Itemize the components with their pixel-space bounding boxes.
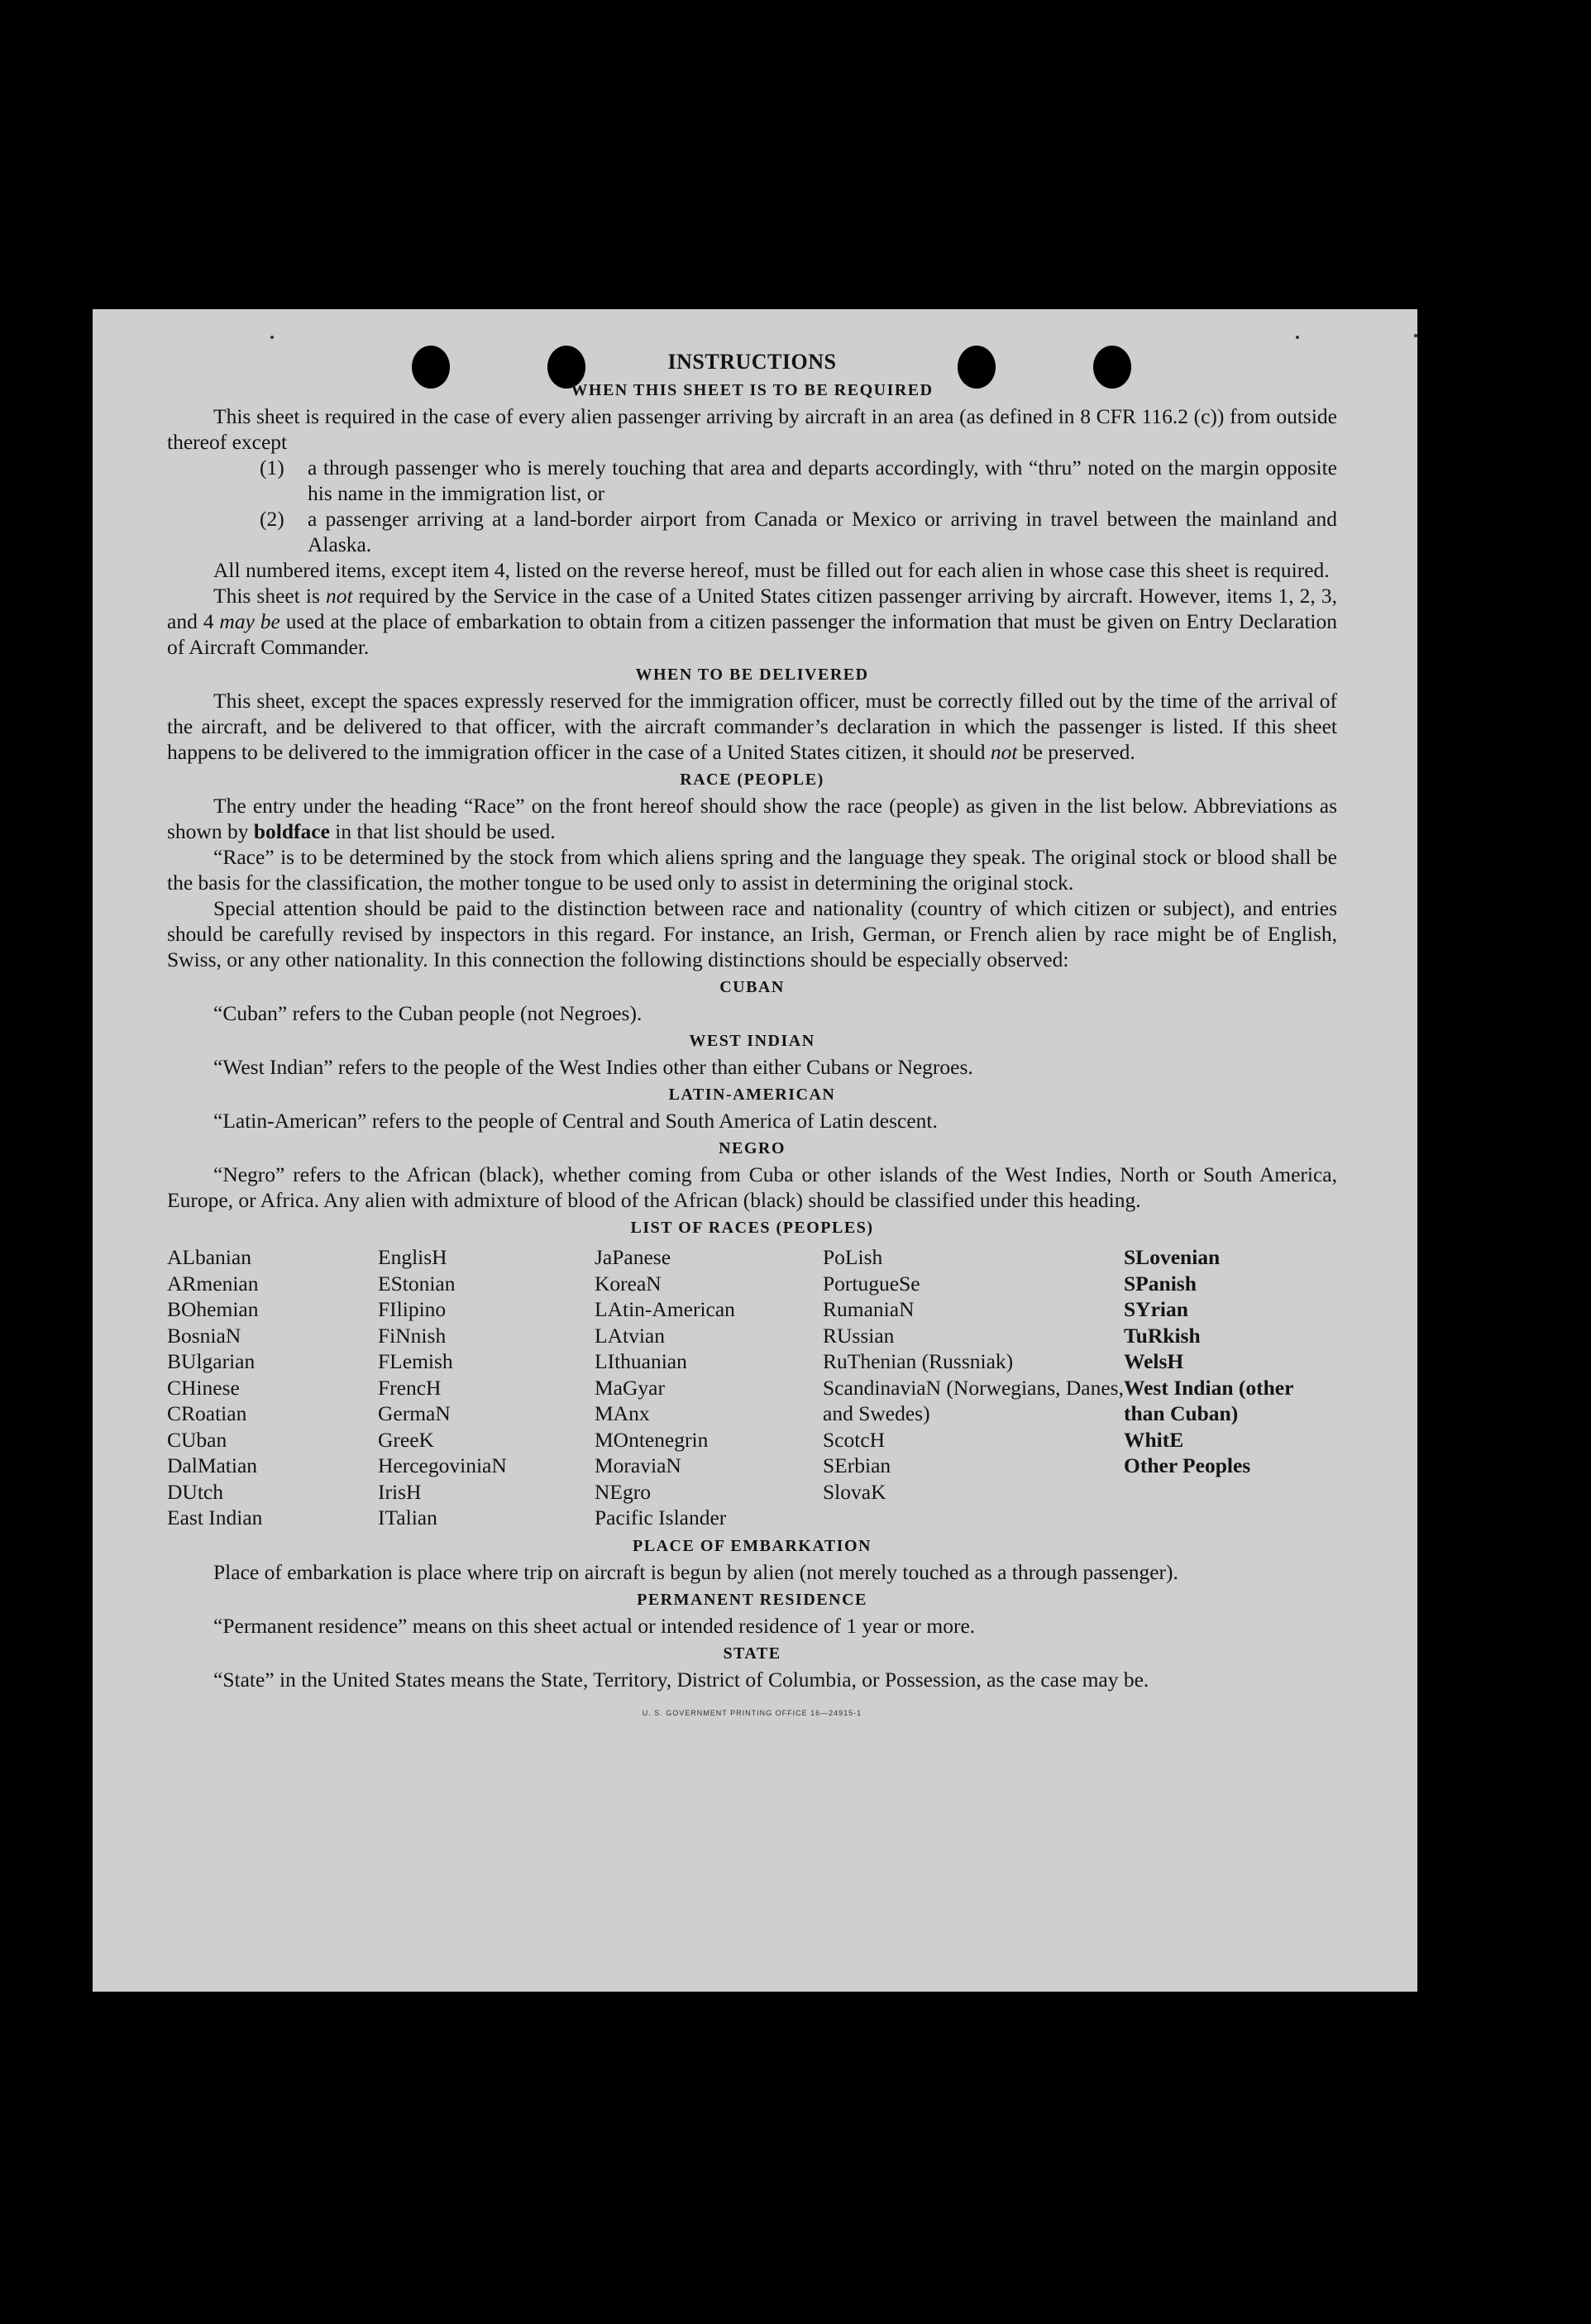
race-entry: RuThenian (Russniak) <box>823 1349 1014 1373</box>
section-heading-race: RACE (PEOPLE) <box>680 771 824 789</box>
race-entry: ITalian <box>378 1506 437 1529</box>
race-entry: CUban <box>167 1427 227 1452</box>
race-column <box>1124 1244 1337 1531</box>
race-entry: MaGyar <box>595 1375 665 1400</box>
race-entry: ScotcH <box>823 1427 886 1452</box>
race-entry: MOntenegrin <box>595 1427 709 1452</box>
race-list <box>167 1244 1337 1531</box>
paper-speck <box>270 336 274 339</box>
race-entry: JaPanese <box>595 1245 671 1269</box>
latin-american-paragraph: “Latin-American” refers to the people of Central and South America of Latin descent. <box>213 1109 938 1133</box>
race-column <box>595 1244 823 1531</box>
embarkation-paragraph: Place of embarkation is place where trip on aircraft is begun by alien (not merely touched as a through passenger). <box>213 1559 1178 1584</box>
race-entry: ALbanian <box>167 1245 251 1269</box>
paper-speck <box>1296 336 1299 339</box>
permanent-residence-paragraph: “Permanent residence” means on this sheet actual or intended residence of 1 year or more. <box>213 1613 976 1638</box>
race-entry: IrisH <box>378 1479 422 1504</box>
section-heading-negro: NEGRO <box>719 1139 786 1157</box>
race-entry: MAnx <box>595 1401 650 1425</box>
race-entry: SlovaK <box>823 1479 886 1504</box>
race-entry: WelsH <box>1124 1349 1184 1373</box>
race-column <box>378 1244 595 1531</box>
section-heading-permanent-residence: PERMANENT RESIDENCE <box>637 1590 867 1609</box>
race-entry: MoraviaN <box>595 1453 681 1477</box>
race-entry: NEgro <box>595 1479 651 1504</box>
race-entry: DUtch <box>167 1479 223 1504</box>
intro-paragraph: This sheet is required in the case of every alien passenger arriving by aircraft in an area (as defined in 8 CFR 116.2 (c)) from outside thereof except <box>167 404 1337 454</box>
exception-item-2 <box>260 506 1337 557</box>
document-body <box>167 349 1337 1726</box>
delivery-paragraph <box>167 688 1337 765</box>
emphasis: not <box>990 740 1018 764</box>
page-title: INSTRUCTIONS <box>667 350 837 374</box>
section-heading-state: STATE <box>723 1644 781 1663</box>
section-heading-when-delivered: WHEN TO BE DELIVERED <box>635 666 869 684</box>
race-entry: SYrian <box>1124 1297 1188 1321</box>
race-entry: FrencH <box>378 1375 442 1400</box>
text-span: This sheet is <box>213 584 326 608</box>
cuban-paragraph: “Cuban” refers to the Cuban people (not Negroes). <box>213 1001 643 1025</box>
race-entry: BOhemian <box>167 1297 259 1321</box>
text-span: required by the Service in the case of a United States citizen passenger arriving by aircraft. However, items 1, 2, 3, and 4 <box>167 584 1337 633</box>
race-entry: KoreaN <box>595 1271 662 1296</box>
race-paragraph-1 <box>167 793 1337 844</box>
race-entry: TuRkish <box>1124 1323 1201 1348</box>
section-heading-when-required: WHEN THIS SHEET IS TO BE REQUIRED <box>571 381 934 399</box>
race-entry: East Indian <box>167 1506 263 1529</box>
race-paragraph-2: “Race” is to be determined by the stock from which aliens spring and the language they speak. The original stock or blood shall be the basis for the classification, the mother tongue to be used only to assist in determining the original stock. <box>167 845 1337 895</box>
section-heading-west-indian: WEST INDIAN <box>689 1032 815 1050</box>
race-entry: CHinese <box>167 1375 240 1400</box>
printing-office-imprint: U. S. GOVERNMENT PRINTING OFFICE 16—24915-1 <box>642 1708 862 1717</box>
exception-item-1 <box>260 455 1337 506</box>
text-span: be preserved. <box>1017 740 1135 764</box>
race-entry: CRoatian <box>167 1401 247 1425</box>
item-number: (1) <box>260 456 284 480</box>
race-entry: WhitE <box>1124 1427 1184 1452</box>
race-entry: BosniaN <box>167 1323 241 1348</box>
race-entry: EnglisH <box>378 1245 447 1269</box>
race-entry: West Indian (other than Cuban) <box>1124 1375 1293 1425</box>
race-entry: DalMatian <box>167 1453 258 1477</box>
item-number: (2) <box>260 507 284 531</box>
race-entry: RumaniaN <box>823 1297 915 1321</box>
race-entry: PoLish <box>823 1245 883 1269</box>
state-paragraph: “State” in the United States means the State, Territory, District of Columbia, or Possession, as the case may be. <box>213 1667 1149 1692</box>
emphasis: not <box>325 584 353 608</box>
race-entry: ARmenian <box>167 1271 259 1296</box>
race-entry: LIthuanian <box>595 1349 687 1373</box>
race-entry: Other Peoples <box>1124 1453 1251 1477</box>
race-entry: PortugueSe <box>823 1271 920 1296</box>
race-entry: LAtvian <box>595 1323 665 1348</box>
text-span: This sheet, except the spaces expressly reserved for the immigration officer, must be correctly filled out by the time of the arrival of the aircraft, and be delivered to that officer, with the aircraft commander’s declaration in which the passenger is listed. If this sheet happens to be delivered to the immigration officer in the case of a United States citizen, it should <box>167 689 1337 764</box>
emphasis: may be <box>219 609 280 633</box>
race-paragraph-3: Special attention should be paid to the distinction between race and nationality (country of which citizen or subject), and entries should be carefully revised by inspectors in this regard. For instance, an Irish, German, or French alien by race might be of English, Swiss, or any other nationality. In this connection the following distinctions should be especially observed: <box>167 896 1337 971</box>
paper-speck <box>1414 334 1417 337</box>
race-entry: LAtin-American <box>595 1297 735 1321</box>
race-column <box>167 1244 378 1531</box>
race-entry: EStonian <box>378 1271 456 1296</box>
citizen-paragraph <box>167 583 1337 660</box>
negro-paragraph: “Negro” refers to the African (black), whether coming from Cuba or other islands of the West Indies, North or South America, Europe, or Africa. Any alien with admixture of blood of the African (black) should be classified under this heading. <box>167 1162 1337 1212</box>
race-entry: Pacific Islander <box>595 1506 727 1529</box>
text-span: used at the place of embarkation to obtain from a citizen passenger the information that must be given on Entry Declaration of Aircraft Commander. <box>167 609 1337 659</box>
race-entry: ScandinaviaN (Norwegians, Danes, and Swedes) <box>823 1375 1124 1425</box>
race-entry: BUlgarian <box>167 1349 256 1373</box>
race-entry: SPanish <box>1124 1271 1197 1296</box>
race-entry: FLemish <box>378 1349 453 1373</box>
text-span: The entry under the heading “Race” on the front hereof should show the race (people) as given in the list below. Abbreviations as shown by <box>167 794 1337 843</box>
section-heading-list-of-races: LIST OF RACES (PEOPLES) <box>630 1219 874 1237</box>
race-entry: HercegoviniaN <box>378 1453 507 1477</box>
race-entry: SErbian <box>823 1453 891 1477</box>
race-entry: SLovenian <box>1124 1245 1221 1269</box>
section-heading-embarkation: PLACE OF EMBARKATION <box>633 1536 872 1555</box>
text-span: in that list should be used. <box>329 819 556 843</box>
bold-word: boldface <box>253 819 330 843</box>
section-heading-latin-american: LATIN-AMERICAN <box>668 1086 836 1104</box>
item-text: a through passenger who is merely touching that area and departs accordingly, with “thru” noted on the margin opposite his name in the immigration list, or <box>308 456 1337 505</box>
race-entry: RUssian <box>823 1323 895 1348</box>
race-entry: GreeK <box>378 1427 434 1452</box>
race-entry: FiNnish <box>378 1323 447 1348</box>
section-heading-cuban: CUBAN <box>719 978 785 996</box>
west-indian-paragraph: “West Indian” refers to the people of the West Indies other than either Cubans or Negroes. <box>213 1055 973 1079</box>
race-column <box>823 1244 1124 1531</box>
numbered-items-paragraph: All numbered items, except item 4, listed on the reverse hereof, must be filled out for each alien in whose case this sheet is required. <box>213 558 1330 582</box>
race-entry: FIlipino <box>378 1297 447 1321</box>
item-text: a passenger arriving at a land-border airport from Canada or Mexico or arriving in travel between the mainland and Alaska. <box>308 507 1337 556</box>
race-entry: GermaN <box>378 1401 451 1425</box>
instruction-sheet <box>93 309 1417 1992</box>
